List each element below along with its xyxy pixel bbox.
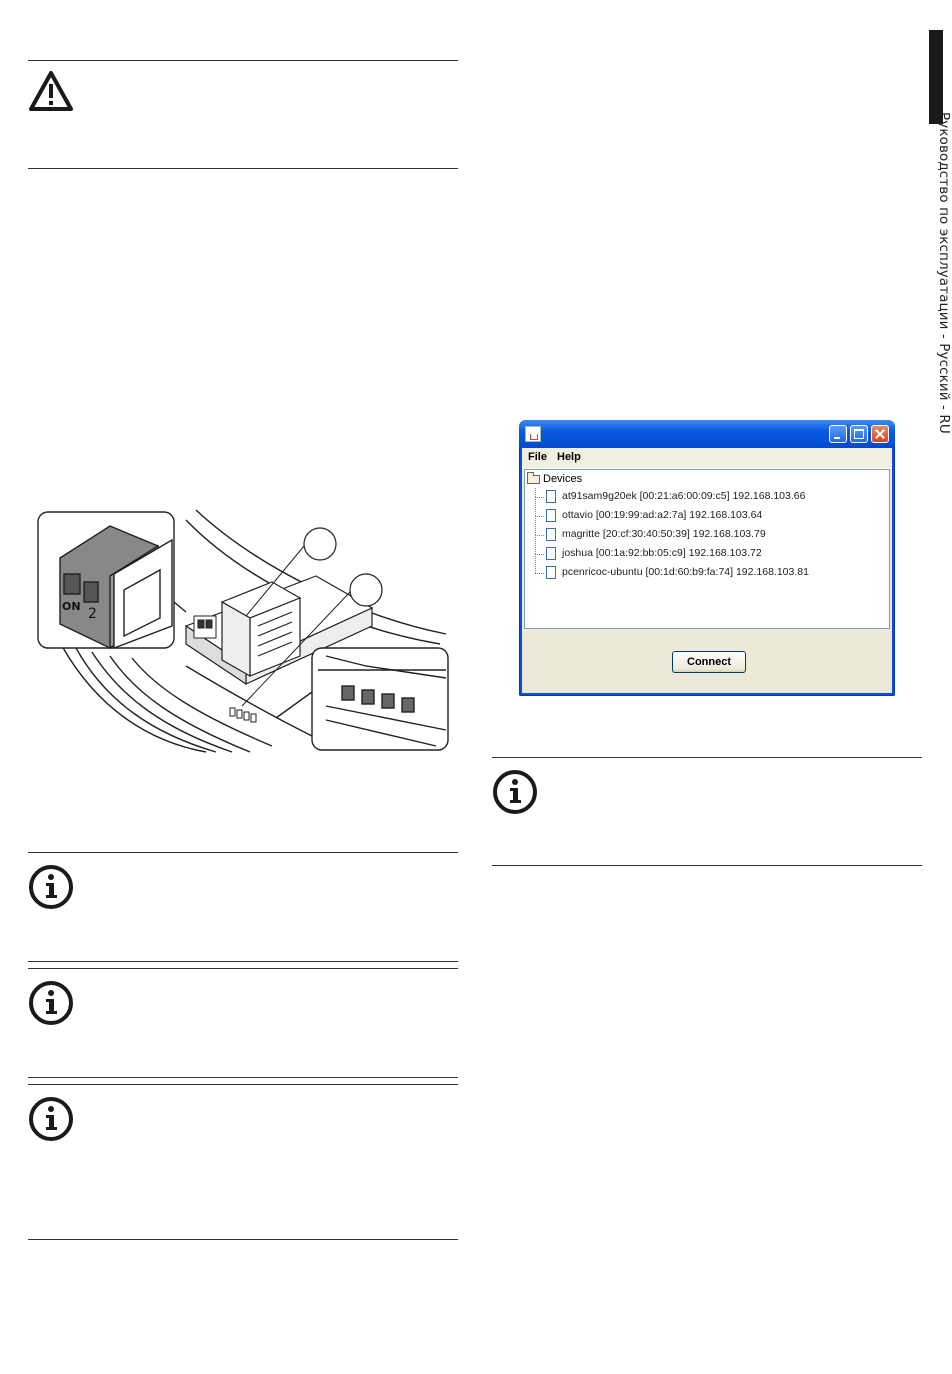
device-label: pcenricoc-ubuntu [00:1d:60:b9:fa:74] 192.168.103.81	[562, 566, 809, 578]
tree-item-device[interactable]	[531, 526, 881, 544]
tree-item-device[interactable]	[531, 507, 881, 525]
info-circle-icon	[28, 1096, 74, 1142]
info-box-2-top-rule	[28, 968, 458, 969]
info-box-4-top-rule	[492, 757, 922, 758]
java-app-icon	[525, 426, 541, 442]
file-icon	[546, 509, 556, 522]
svg-text:ON: ON	[62, 600, 81, 613]
tree-item-device[interactable]	[531, 564, 881, 582]
close-button[interactable]	[871, 425, 889, 443]
device-label: joshua [00:1a:92:bb:05:c9] 192.168.103.72	[562, 547, 762, 559]
menu-help[interactable]: Help	[557, 451, 581, 463]
info-box-4-bottom-rule	[492, 865, 922, 866]
connect-button[interactable]: Connect	[672, 651, 746, 673]
tree-connector	[535, 516, 544, 517]
info-circle-icon	[492, 769, 538, 815]
menu-file[interactable]: File	[528, 451, 547, 463]
tree-connector	[535, 516, 536, 535]
window-titlebar[interactable]	[519, 420, 895, 448]
side-tab-marker	[929, 30, 943, 124]
info-box-3-bottom-rule	[28, 1239, 458, 1240]
device-label: at91sam9g20ek [00:21:a6:00:09:c5] 192.168.103.66	[562, 490, 806, 502]
tree-connector	[535, 554, 544, 555]
warning-bottom-rule	[28, 168, 458, 169]
file-icon	[546, 490, 556, 503]
info-box-2-bottom-rule	[28, 1077, 458, 1078]
tree-connector	[535, 535, 544, 536]
tree-connector	[535, 535, 536, 554]
tree-root-devices[interactable]: Devices	[543, 473, 583, 485]
info-circle-icon	[28, 980, 74, 1026]
svg-text:2: 2	[88, 606, 97, 622]
device-label: ottavio [00:19:99:ad:a2:7a] 192.168.103.64	[562, 509, 763, 521]
info-box-1-top-rule	[28, 852, 458, 853]
file-icon	[546, 528, 556, 541]
device-label: magritte [20:cf:30:40:50:39] 192.168.103.79	[562, 528, 766, 540]
menu-bar	[522, 448, 892, 469]
file-icon	[546, 547, 556, 560]
minimize-button[interactable]	[829, 425, 847, 443]
folder-icon	[527, 475, 540, 484]
file-icon	[546, 566, 556, 579]
maximize-button[interactable]	[850, 425, 868, 443]
device-finder-window	[519, 420, 895, 696]
tree-connector	[535, 554, 536, 573]
dip-switch-figure	[36, 506, 452, 754]
info-box-1-bottom-rule	[28, 961, 458, 962]
tree-connector	[535, 573, 544, 574]
tree-connector	[535, 488, 536, 497]
info-box-3-top-rule	[28, 1084, 458, 1085]
warning-top-rule	[28, 60, 458, 61]
info-circle-icon	[28, 864, 74, 910]
tree-item-device[interactable]	[531, 488, 881, 506]
tree-connector	[535, 497, 544, 498]
tree-connector	[535, 497, 536, 516]
devices-tree[interactable]	[524, 469, 890, 629]
tree-item-device[interactable]	[531, 545, 881, 563]
side-tab-text: Руководство по эксплуатации - Русский - RU	[936, 112, 952, 434]
window-body	[522, 448, 892, 693]
warning-triangle-icon	[28, 70, 74, 112]
